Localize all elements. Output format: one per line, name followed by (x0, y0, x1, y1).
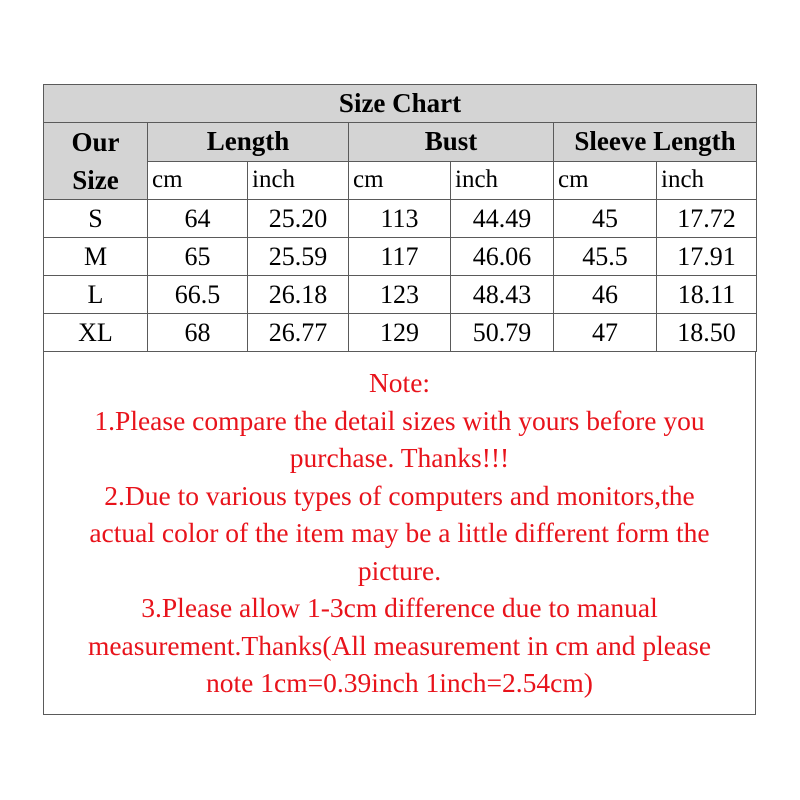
value-cell: 45.5 (554, 238, 657, 276)
note-line: purchase. Thanks!!! (289, 442, 510, 473)
note-heading: Note: (368, 367, 431, 398)
note-line: 3.Please allow 1-3cm difference due to manual (141, 592, 658, 623)
note-line: measurement.Thanks(All measurement in cm and please (87, 629, 712, 661)
value-cell: 26.18 (248, 276, 349, 314)
value-cell: 123 (349, 276, 451, 314)
note-line: 2.Due to various types of computers and monitors,the (104, 479, 695, 511)
value-cell: 48.43 (451, 276, 554, 314)
value-cell: 25.59 (248, 238, 349, 276)
table-title: Size Chart (44, 85, 757, 123)
size-header-line2: Size (72, 165, 119, 195)
note-line: 1.Please compare the detail sizes with yours before you (94, 404, 705, 436)
size-label: L (44, 276, 148, 314)
value-cell: 45 (554, 200, 657, 238)
value-cell: 65 (148, 238, 248, 276)
size-header (44, 123, 148, 200)
sleeve-length-header: Sleeve Length (554, 123, 757, 162)
unit-header: cm (148, 161, 248, 200)
value-cell: 46 (554, 276, 657, 314)
length-header: Length (148, 123, 349, 162)
size-table (43, 84, 757, 352)
value-cell: 64 (148, 200, 248, 238)
size-label: XL (44, 314, 148, 352)
value-cell: 50.79 (451, 314, 554, 352)
value-cell: 18.50 (657, 314, 757, 352)
unit-header: inch (248, 161, 349, 200)
table-row (44, 238, 757, 276)
table-row (44, 200, 757, 238)
size-header-line1: Our (71, 127, 120, 157)
value-cell: 113 (349, 200, 451, 238)
size-label: S (44, 200, 148, 238)
table-row (44, 314, 757, 352)
unit-header: cm (554, 161, 657, 200)
size-label: M (44, 238, 148, 276)
note-line: actual color of the item may be a little different form the (89, 517, 710, 548)
value-cell: 25.20 (248, 200, 349, 238)
unit-header: inch (451, 161, 554, 200)
value-cell: 117 (349, 238, 451, 276)
value-cell: 44.49 (451, 200, 554, 238)
table-row (44, 276, 757, 314)
unit-header: inch (657, 161, 757, 200)
note-line: note 1cm=0.39inch 1inch=2.54cm) (206, 667, 593, 698)
value-cell: 46.06 (451, 238, 554, 276)
value-cell: 17.72 (657, 200, 757, 238)
bust-header: Bust (349, 123, 554, 162)
value-cell: 17.91 (657, 238, 757, 276)
note-line: picture. (357, 554, 442, 586)
size-chart (43, 84, 756, 715)
value-cell: 47 (554, 314, 657, 352)
unit-header: cm (349, 161, 451, 200)
value-cell: 68 (148, 314, 248, 352)
note-box (43, 352, 756, 715)
value-cell: 18.11 (657, 276, 757, 314)
value-cell: 129 (349, 314, 451, 352)
value-cell: 66.5 (148, 276, 248, 314)
value-cell: 26.77 (248, 314, 349, 352)
